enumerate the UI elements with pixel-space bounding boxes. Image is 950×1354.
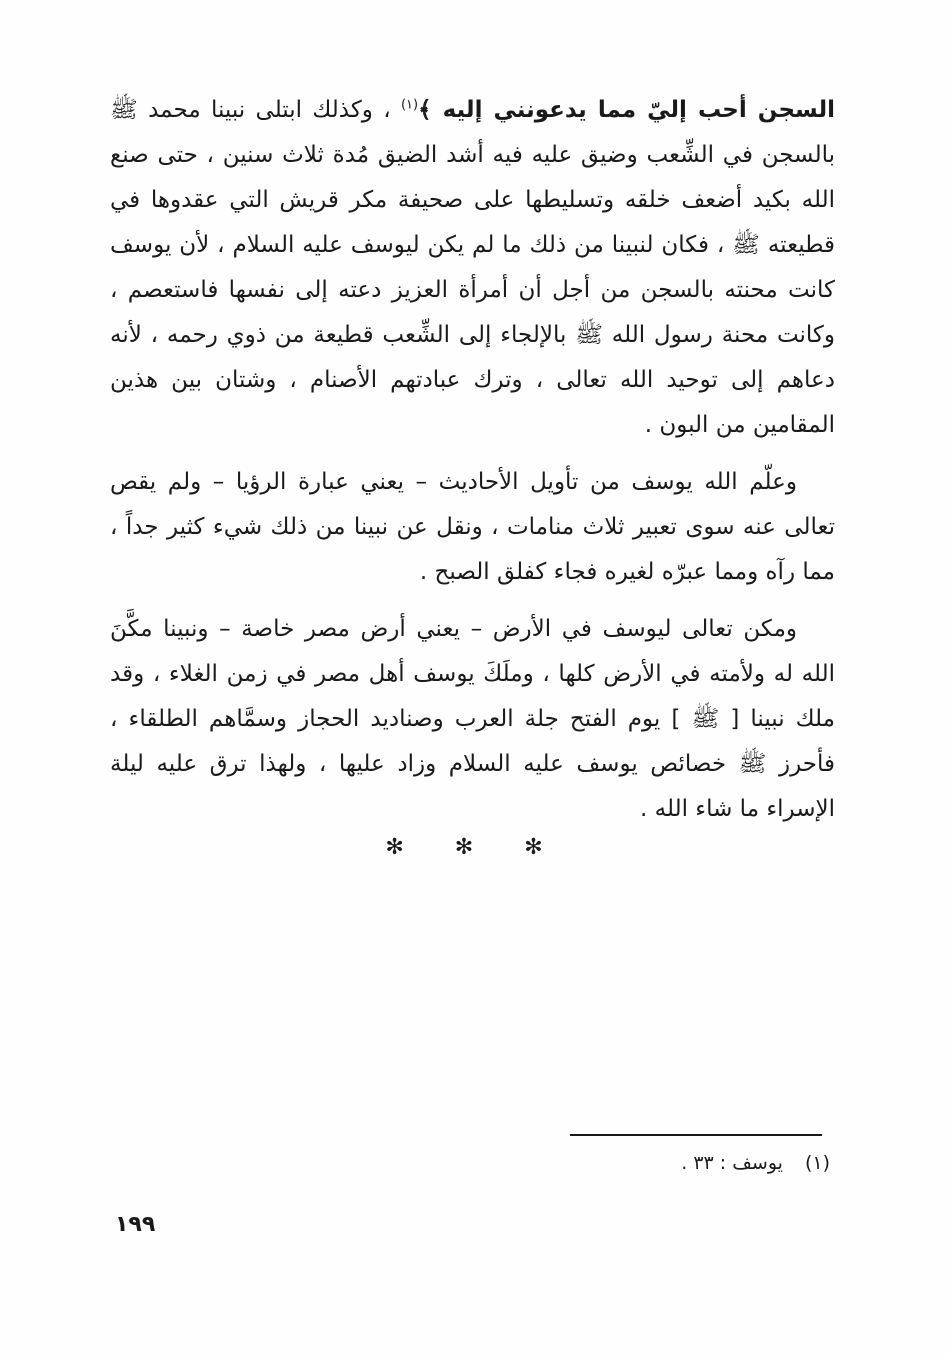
body-text xyxy=(110,88,835,844)
footnote-divider xyxy=(570,1134,822,1136)
footnote xyxy=(681,1152,830,1174)
paragraph-1 xyxy=(110,88,835,448)
paragraph-3: ومكن تعالى ليوسف في الأرض – يعني أرض مصر خاصة – ونبينا مكَّنَ الله له ولأمته في الأرض كلها ، وملَكَ يوسف أهل مصر في زمن الغلاء ، وقد ملك نبينا [ ﷺ ] يوم الفتح جلة العرب وصناديد الحجاز وسمَّاهم الطلقاء ، فأحرز ﷺ خصائص يوسف عليه السلام وزاد عليها ، ولهذا ترق عليه ليلة الإسراء ما شاء الله . xyxy=(110,616,835,822)
page-number: ١٩٩ xyxy=(115,1212,156,1237)
footnote-text: يوسف : ٣٣ . xyxy=(681,1152,783,1174)
footnote-number: (١) xyxy=(804,1152,830,1174)
paragraph-2: وعلّم الله يوسف من تأويل الأحاديث – يعني عبارة الرؤيا – ولم يقص تعالى عنه سوى تعبير ثلاث منامات ، ونقل عن نبينا من ذلك شيء كثير جداً ، مما رآه ومما عبرّه لغيره فجاء كفلق الصبح . xyxy=(110,469,835,585)
quranic-quote: السجن أحب إليّ مما يدعونني إليه ﴾ xyxy=(418,97,835,123)
section-separator: ✻ ✻ ✻ xyxy=(385,835,565,860)
footnote-ref: (١) xyxy=(400,97,419,113)
paragraph-1-text: ، وكذلك ابتلى نبينا محمد ﷺ بالسجن في الشِّعب وضيق عليه فيه أشد الضيق مُدة ثلاث سنين ، حتى صنع الله بكيد أضعف خلقه وتسليطها على صحيفة مكر قريش التي عقدوها في قطيعته ﷺ ، فكان لنبينا من ذلك ما لم يكن ليوسف عليه السلام ، لأن يوسف كانت محنته بالسجن من أجل أن أمرأة العزيز دعته إلى نفسها فاستعصم ، وكانت محنة رسول الله ﷺ بالإلجاء إلى الشِّعب قطيعة من ذوي رحمه ، لأنه دعاهم إلى توحيد الله تعالى ، وترك عبادتهم الأصنام ، وشتان بين هذين المقامين من البون . xyxy=(110,97,835,438)
